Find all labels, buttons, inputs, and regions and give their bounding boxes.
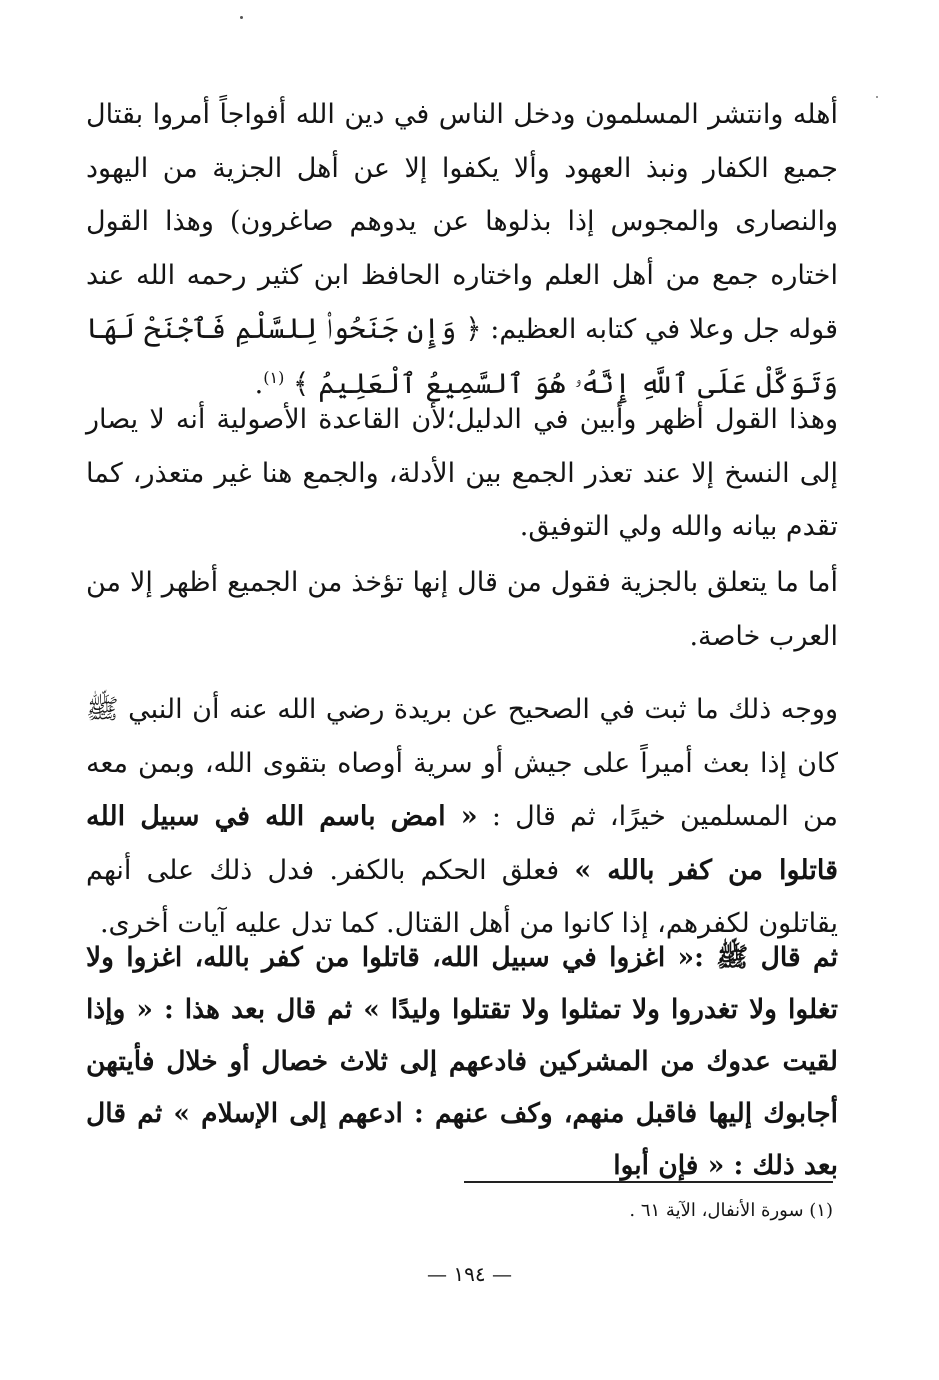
sentence-end: . <box>254 368 264 400</box>
paragraph-text: فعلق الحكم بالكفر. فدل ذلك على أنهم يقاتلون لكفرهم، إذا كانوا من أهل القتال. كما تدل عليه آيات أخرى. <box>86 854 838 939</box>
footnote: (١) سورة الأنفال، الآية ٦١ . <box>629 1200 833 1221</box>
paragraph-5 <box>86 932 838 1192</box>
paragraph-text: أما ما يتعلق بالجزية فقول من قال إنها تؤخذ من الجميع أظهر إلا من العرب خاصة. <box>86 567 838 652</box>
footnote-reference[interactable]: (١) <box>263 367 285 387</box>
hadith-text: ثم قال ﷺ :« اغزوا في سبيل الله، قاتلوا من كفر بالله، اغزوا ولا تغلوا ولا تغدروا ولا تمثلوا ولا تقتلوا وليدًا » ثم قال بعد هذا : « وإذا لقيت عدوك من المشركين فادعهم إلى ثلاث خصال أو خلال فأيتهن أجابوك إليها فاقبل منهم، وكف عنهم : ادعهم إلى الإسلام » ثم قال بعد ذلك : « فإن أبوا <box>86 942 838 1181</box>
paragraph-4 <box>86 683 838 951</box>
page-number: — ١٩٤ — <box>427 1262 512 1286</box>
paragraph-text: ووجه ذلك ما ثبت في الصحيح عن بريدة رضي الله عنه أن النبي ﷺ كان إذا بعث أميراً على جيش أو سرية أوصاه بتقوى الله، وبمن معه من المسلمين خيرًا، ثم قال : <box>86 694 838 832</box>
quran-verse: ﴿ وَإِن جَنَحُوا۟ لِلسَّلْمِ فَٱجْنَحْ لَهَا وَتَوَكَّلْ عَلَى ٱللَّهِ إِنَّهُۥ هُوَ ٱلسَّمِيعُ ٱلْعَلِيمُ ﴾ <box>86 312 838 400</box>
footnote-separator <box>464 1181 833 1183</box>
paragraph-3 <box>86 556 838 663</box>
scan-speck <box>240 16 243 19</box>
paragraph-text: أهله وانتشر المسلمون ودخل الناس في دين الله أفواجاً أمروا بقتال جميع الكفار ونبذ العهود وألا يكفوا إلا عن أهل الجزية من اليهود والنصارى والمجوس إذا بذلوها عن يدوهم صاغرون) وهذا القول اختاره جمع من أهل العلم واختاره الحافظ ابن كثير رحمه الله عند قوله جل وعلا في كتابه العظيم: <box>86 99 838 345</box>
hadith-quote: « امض باسم الله في سبيل الله قاتلوا من كفر بالله » <box>86 801 838 886</box>
scan-speck <box>876 96 878 98</box>
paragraph-text: وهذا القول أظهر وأبين في الدليل؛لأن القاعدة الأصولية أنه لا يصار إلى النسخ إلا عند تعذر الجمع بين الأدلة، والجمع هنا غير متعذر، كما تقدم بيانه والله ولي التوفيق. <box>86 404 838 542</box>
paragraph-1 <box>86 88 838 411</box>
paragraph-2 <box>86 393 838 554</box>
